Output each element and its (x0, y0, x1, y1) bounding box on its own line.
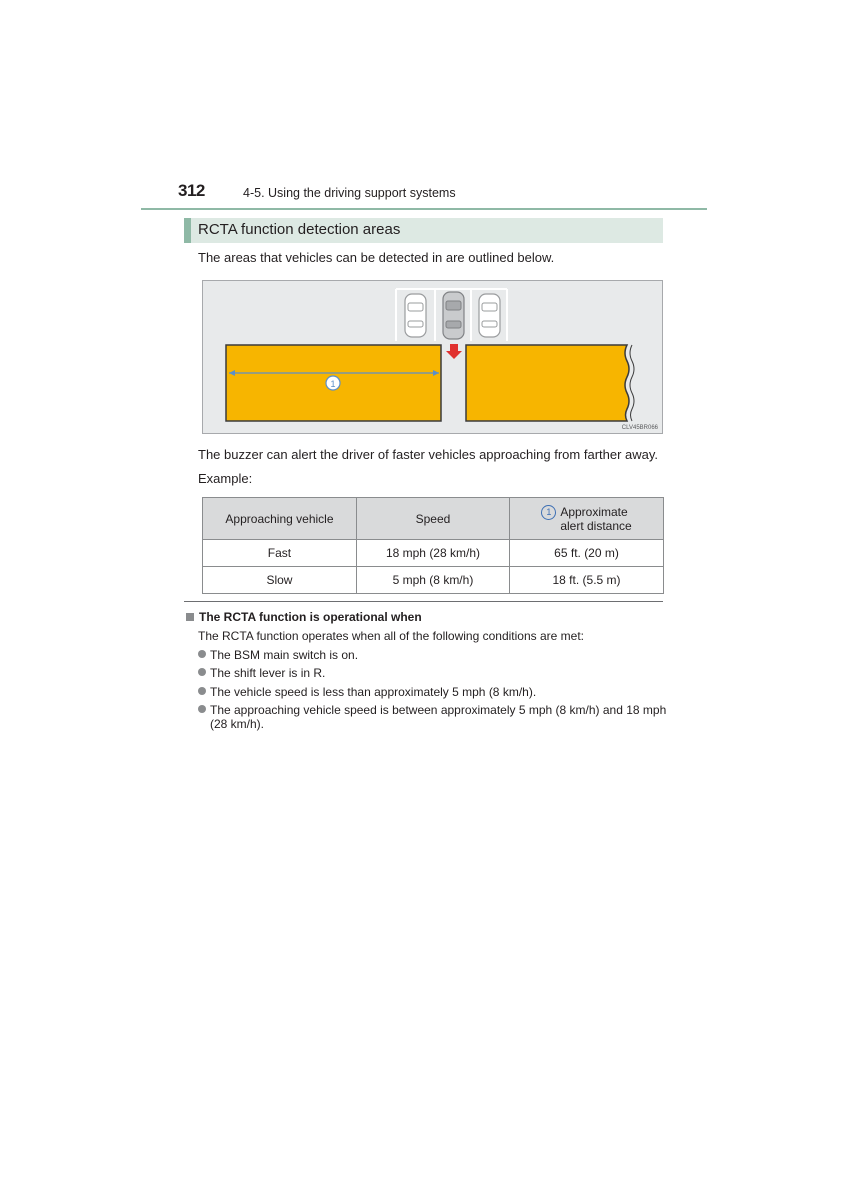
cell-distance: 65 ft. (20 m) (510, 540, 664, 567)
bullet-icon (198, 668, 206, 676)
list-item-text: The vehicle speed is less than approximately 5 mph (8 km/h). (210, 685, 537, 699)
bullet-icon (198, 687, 206, 695)
list-item-text: The BSM main switch is on. (210, 648, 359, 662)
alert-distance-table (202, 497, 664, 594)
chapter-title: 4-5. Using the driving support systems (243, 186, 456, 200)
callout-1-icon: 1 (541, 505, 556, 520)
example-label: Example: (198, 471, 253, 486)
cell-vehicle: Fast (203, 540, 357, 567)
header-speed: Speed (356, 498, 509, 540)
square-bullet-icon (186, 613, 194, 621)
table-row (203, 540, 664, 567)
bullet-icon (198, 705, 206, 713)
bullet-icon (198, 650, 206, 658)
section-title-text: RCTA function detection areas (198, 221, 401, 238)
section-heading (184, 218, 663, 243)
detection-zone-right (466, 345, 629, 421)
list-item (198, 666, 668, 680)
header-distance-line2: alert distance (560, 518, 632, 533)
list-item-text: The approaching vehicle speed is between approximately 5 mph (8 km/h) and 18 mph (210, 703, 667, 717)
page-number: 312 (178, 181, 205, 200)
list-item-text-continued: (28 km/h). (210, 717, 265, 731)
page-header (141, 180, 707, 210)
conditions-intro: The RCTA function operates when all of the following conditions are met: (198, 629, 584, 643)
figure-code: CLV45BR066 (621, 425, 658, 431)
own-car (443, 292, 464, 339)
list-item (198, 685, 668, 699)
callout-1-text: 1 (330, 379, 336, 389)
table-row (203, 567, 664, 594)
buzzer-text: The buzzer can alert the driver of faster vehicles approaching from farther away. (198, 447, 659, 462)
detection-area-figure (202, 280, 663, 434)
header-distance (510, 498, 664, 540)
detection-area-illustration (203, 281, 663, 434)
cell-vehicle: Slow (203, 567, 357, 594)
header-distance-line1: Approximate (560, 504, 628, 519)
intro-text: The areas that vehicles can be detected in are outlined below. (198, 250, 555, 265)
cell-distance: 18 ft. (5.5 m) (510, 567, 664, 594)
break-line (630, 345, 634, 421)
header-vehicle: Approaching vehicle (203, 498, 357, 540)
cell-speed: 18 mph (28 km/h) (356, 540, 509, 567)
parked-car-left (405, 294, 426, 337)
table-header-row (203, 498, 664, 540)
conditions-heading-text: The RCTA function is operational when (199, 610, 422, 624)
reverse-arrow-icon (446, 344, 462, 359)
conditions-heading (186, 610, 422, 624)
cell-speed: 5 mph (8 km/h) (356, 567, 509, 594)
list-item (198, 648, 668, 662)
section-divider (184, 601, 663, 602)
list-item (198, 703, 668, 731)
list-item-text: The shift lever is in R. (210, 666, 326, 680)
parked-car-right (479, 294, 500, 337)
